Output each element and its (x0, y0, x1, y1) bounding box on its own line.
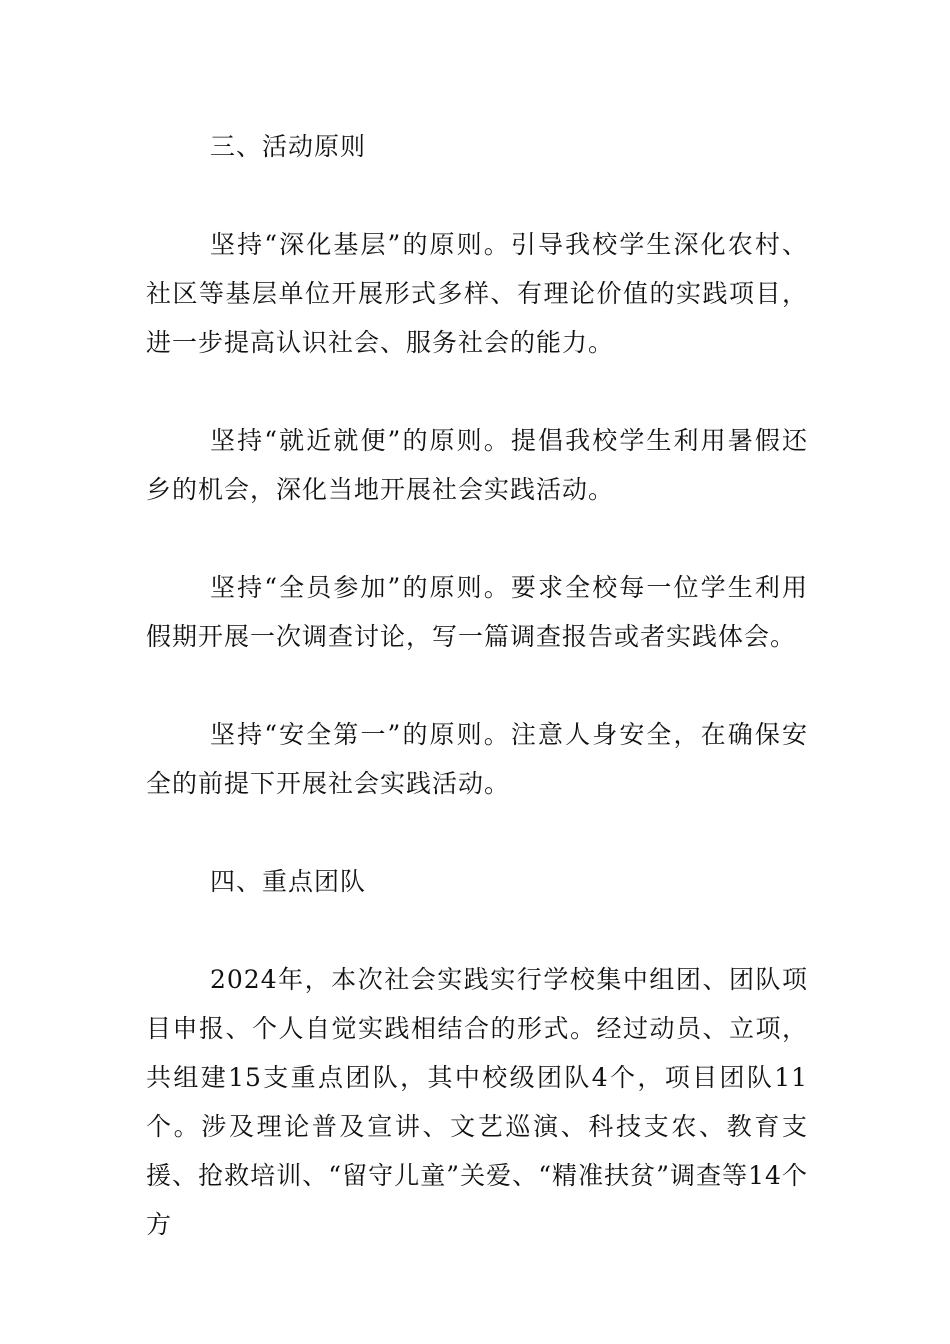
paragraph-gap (146, 906, 808, 955)
paragraph-principle-safety: 坚持“安全第一”的原则。注意人身安全，在确保安全的前提下开展社会实践活动。 (146, 720, 808, 798)
section-heading-principles: 三、活动原则 (210, 132, 367, 161)
paragraph-principle-grassroots: 坚持“深化基层”的原则。引导我校学生深化农村、社区等基层单位开展形式多样、有理论价值的实践项目，进一步提高认识社会、服务社会的能力。 (146, 230, 808, 357)
document-body (146, 122, 808, 1249)
paragraph-gap (146, 514, 808, 563)
paragraph-principle-participation: 坚持“全员参加”的原则。要求全校每一位学生利用假期开展一次调查讨论，写一篇调查报告或者实践体会。 (146, 573, 808, 651)
paragraph-gap (146, 661, 808, 710)
paragraph-gap (146, 171, 808, 220)
paragraph-gap (146, 367, 808, 416)
paragraph-key-teams-2024: 2024年，本次社会实践实行学校集中组团、团队项目申报、个人自觉实践相结合的形式。经过动员、立项，共组建15支重点团队，其中校级团队4个，项目团队11个。涉及理论普及宣讲、文艺巡演、科技支农、教育支援、抢救培训、“留守儿童”关爱、“精准扶贫”调查等14个方 (146, 965, 808, 1239)
paragraph-gap (146, 808, 808, 857)
paragraph-principle-nearby: 坚持“就近就便”的原则。提倡我校学生利用暑假还乡的机会，深化当地开展社会实践活动。 (146, 426, 808, 504)
section-heading-key-teams: 四、重点团队 (210, 867, 367, 896)
